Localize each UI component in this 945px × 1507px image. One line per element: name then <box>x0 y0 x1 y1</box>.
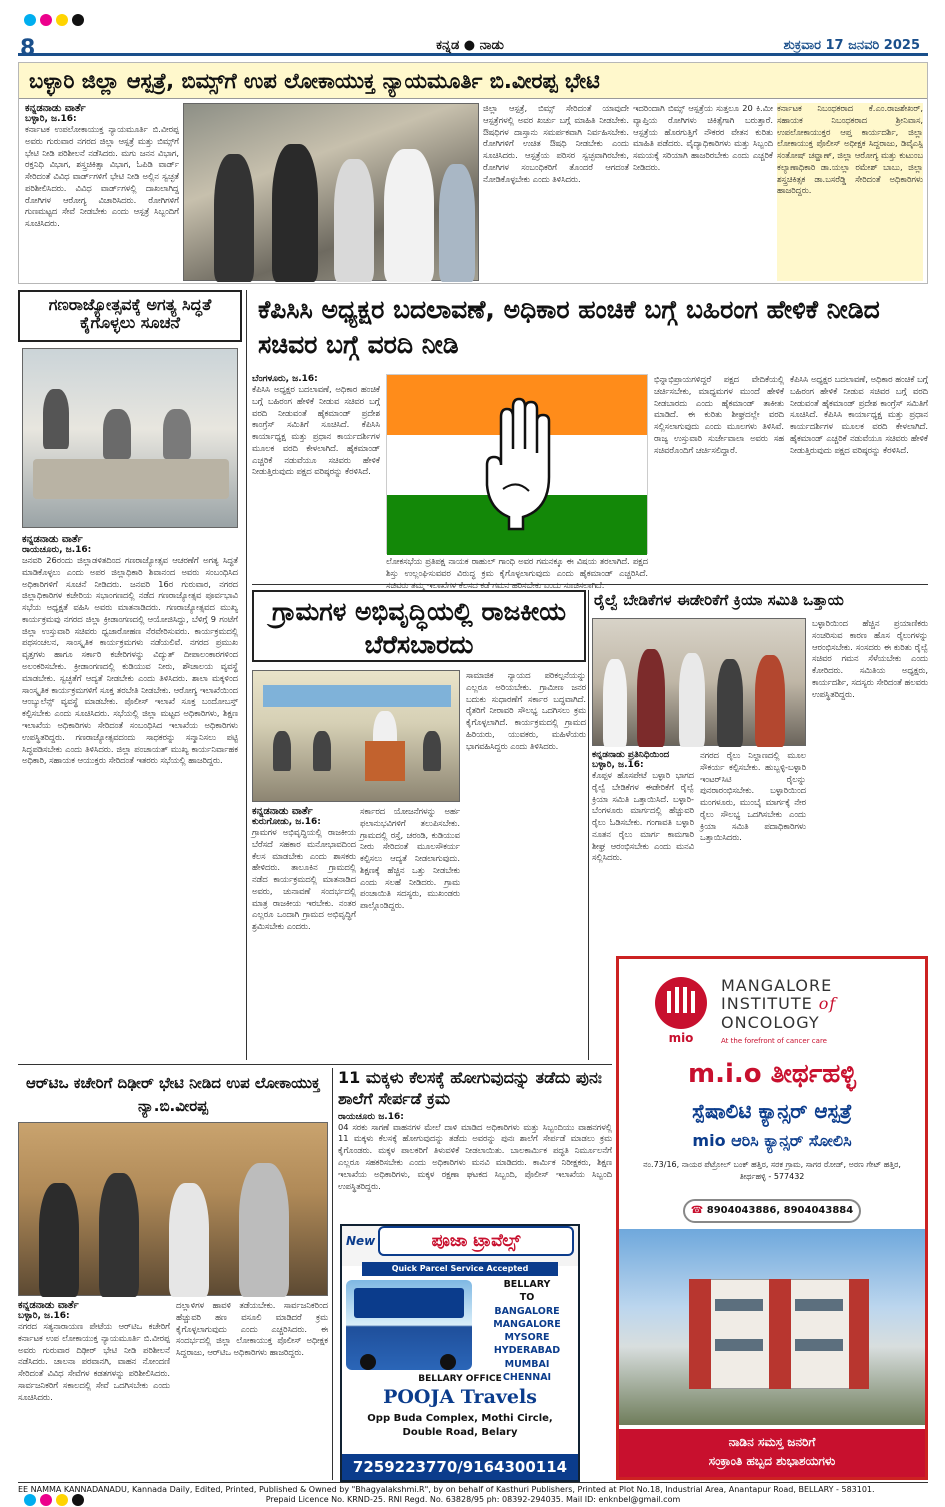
dateline: ರಾಯಚೂರು, ಜ.16: <box>22 545 92 555</box>
pooja-title-kn: ಪೂಜಾ ಟ್ರಾವೆಲ್ಸ್ <box>378 1226 574 1256</box>
story-kpcc <box>252 290 928 580</box>
headline-band <box>19 63 927 99</box>
route-list <box>476 1278 578 1384</box>
dateline: ಬಳ್ಳಾರಿ, ಜ.16: <box>592 760 644 770</box>
office-label: BELLARY OFFICE <box>418 1374 502 1384</box>
article-column <box>483 103 629 281</box>
mio-name-line: INSTITUTE <box>721 994 813 1014</box>
route-from: BELLARY <box>503 1279 551 1290</box>
dateline: ಬಳ್ಳಾರಿ, ಜ.16: <box>18 1311 70 1321</box>
story-village-development <box>252 590 586 1060</box>
story-railway-demands <box>592 590 928 952</box>
mio-greeting-line: ನಾಡಿನ ಸಮಸ್ತ ಜನರಿಗೆ <box>728 1435 816 1449</box>
headline-box <box>252 590 586 662</box>
rto-inspection-photo <box>18 1122 328 1296</box>
pooja-address: Opp Buda Complex, Mothi Circle, Double Road, Belary <box>367 1413 553 1438</box>
section-divider <box>18 1064 612 1065</box>
destination: MYSORE <box>504 1332 550 1344</box>
article-text: ಕರ್ನಾಟಕ ಉಪಲೋಕಾಯುಕ್ತ ನ್ಯಾಯಮೂರ್ತಿ ಬಿ.ವೀರಪ್ಪ ಅವರು ಗುರುವಾರ ನಗರದ ಜಿಲ್ಲಾ ಆಸ್ಪತ್ರೆ ಮತ್ತು ಬಿಮ್ಸ್‌ಗೆ ಭೇಟಿ ನೀಡಿ ಪರಿಶೀಲನೆ ನಡೆಸಿದರು. ಮಗು ಜನನ ವಿಭಾಗ, ರಕ್ತನಿಧಿ ವಿಭಾಗ, ಶಸ್ತ್ರಚಿಕಿತ್ಸಾ ವಿಭಾಗ, ಓಪಿಡಿ ವಾರ್ಡ್ ಸೇರಿದಂತೆ ವಿವಿಧ ವಾರ್ಡ್‌ಗಳಿಗೆ ಭೇಟಿ ನೀಡಿ ಅಲ್ಲಿನ ಸ್ವಚ್ಛತೆ ಪರಿಶೀಲಿಸಿದರು. ವಿವಿಧ ವಾರ್ಡ್‌ಗಳಲ್ಲಿ ದಾಖಲಾಗಿದ್ದ ರೋಗಿಗಳ ಆರೋಗ್ಯ ವಿಚಾರಿಸಿದರು. ರೋಗಿಗಳಿಗೆ ಗುಣಮಟ್ಟದ ಸೇವೆ ನೀಡಬೇಕು ಎಂದು ಆಸ್ಪತ್ರೆ ಸಿಬ್ಬಂದಿಗೆ ಸೂಚಿಸಿದರು. <box>25 124 179 229</box>
congress-flag-image <box>386 374 648 554</box>
article-text: ಜಿಲ್ಲಾ ಆಸ್ಪತ್ರೆ, ಬಿಮ್ಸ್ ಸೇರಿದಂತೆ ಯಾವುದೇ ಆಸ್ಪತ್ರೆಗಳಲ್ಲಿ ಅವರ ಖರ್ಚು ಬಗ್ಗೆ ಮಾಹಿತಿ ನೀಡಬೇಕು. ಔಷಧಿಗಳ ದಾಸ್ತಾನು ಸಮರ್ಪಕವಾಗಿ ನಿರ್ವಹಿಸಬೇಕು. ರೋಗಿಗಳಿಗೆ ಉಚಿತ ಔಷಧಿ ನೀಡಬೇಕು ಎಂದು ಸೂಚಿಸಿದರು. ಆಸ್ಪತ್ರೆಯ ಪರಿಸರ ಸ್ವಚ್ಛವಾಗಿರಬೇಕು, ರೋಗಿಗಳ ಸಂಬಂಧಿಕರಿಗೆ ತೊಂದರೆ ಆಗದಂತೆ ನೋಡಿಕೊಳ್ಳಬೇಕು ಎಂದು ತಿಳಿಸಿದರು. <box>483 103 629 184</box>
registration-mark-magenta <box>40 14 52 26</box>
article-text: ನಗರದ ರೈಲು ನಿಲ್ದಾಣದಲ್ಲಿ ಮೂಲ ಸೌಕರ್ಯ ಕಲ್ಪಿಸಬೇಕು. ಹುಬ್ಬಳ್ಳಿ-ಬಳ್ಳಾರಿ ಇಂಟರ್‌ಸಿಟಿ ರೈಲನ್ನು ಪುನರಾರಂಭಿಸಬೇಕು. ಬಳ್ಳಾರಿಯಿಂದ ಮಂಗಳೂರು, ಮುಂಬೈ ಮಾರ್ಗಕ್ಕೆ ನೇರ ರೈಲು ಸೌಲಭ್ಯ ಒದಗಿಸಬೇಕು ಎಂದು ಕ್ರಿಯಾ ಸಮಿತಿ ಪದಾಧಿಕಾರಿಗಳು ಒತ್ತಾಯಿಸಿದರು. <box>700 750 806 843</box>
mio-title: m.i.o ತೀರ್ಥಹಳ್ಳಿ <box>687 1059 857 1089</box>
hospital-building-photo <box>619 1229 925 1425</box>
meeting-photo <box>22 348 238 528</box>
article-column <box>777 103 923 281</box>
mio-phone-pill[interactable] <box>683 1199 861 1223</box>
ad-mangalore-institute-of-oncology[interactable] <box>616 956 928 1480</box>
article-text: ಕೊಪ್ಪಳ ಹೊಸಪೇಟೆ ಬಳ್ಳಾರಿ ಭಾಗದ ರೈಲ್ವೆ ಬೇಡಿಕೆಗಳ ಈಡೇರಿಕೆಗೆ ರೈಲ್ವೆ ಕ್ರಿಯಾ ಸಮಿತಿ ಒತ್ತಾಯಿಸಿದೆ. ಬಳ್ಳಾರಿ-ಬೆಂಗಳೂರು ಮಾರ್ಗದಲ್ಲಿ ಹೆಚ್ಚುವರಿ ರೈಲು ಓಡಿಸಬೇಕು. ಗಂಗಾವತಿ ಬಳ್ಳಾರಿ ನೂತನ ರೈಲು ಮಾರ್ಗ ಕಾಮಗಾರಿ ಶೀಘ್ರ ಆರಂಭಿಸಬೇಕು ಎಂದು ಮನವಿ ಸಲ್ಲಿಸಿದರು. <box>592 770 694 863</box>
headline: ಗಣರಾಜ್ಯೋತ್ಸವಕ್ಕೆ ಅಗತ್ಯ ಸಿದ್ಧತೆ ಕೈಗೊಳ್ಳಲು ಸೂಚನೆ <box>48 295 212 333</box>
article-text: ಸಾಮಾಜಿಕ ನ್ಯಾಯದ ಪರಿಕಲ್ಪನೆಯನ್ನು ಎಲ್ಲರೂ ಅರಿಯಬೇಕು. ಗ್ರಾಮೀಣ ಜನರ ಬದುಕು ಸುಧಾರಣೆಗೆ ಸರ್ಕಾರ ಬದ್ಧವಾಗಿದೆ. ರೈತರಿಗೆ ನೀರಾವರಿ ಸೌಲಭ್ಯ ಒದಗಿಸಲು ಕ್ರಮ ಕೈಗೊಳ್ಳಲಾಗಿದೆ. ಕಾರ್ಯಕ್ರಮದಲ್ಲಿ ಗ್ರಾಮದ ಹಿರಿಯರು, ಯುವಕರು, ಮಹಿಳೆಯರು ಭಾಗವಹಿಸಿದ್ದರು ಎಂದು ತಿಳಿಸಿದರು. <box>466 670 586 751</box>
article-column <box>466 670 586 1058</box>
mio-service: mio ಆರಿಸಿ ಕ್ಯಾನ್ಸರ್ ಸೋಲಿಸಿ <box>692 1131 852 1150</box>
imprint-footer <box>18 1482 928 1502</box>
mio-name-line: MANGALORE <box>721 976 833 995</box>
railway-committee-photo <box>592 618 806 746</box>
dateline: ಕುರುಗೋಡು, ಜ.16: <box>252 817 321 827</box>
headline: ರೈಲ್ವೆ ಬೇಡಿಕೆಗಳ ಈಡೇರಿಕೆಗೆ ಕ್ರಿಯಾ ಸಮಿತಿ ಒತ್ತಾಯ <box>594 591 844 609</box>
dateline: ಬೆಂಗಳೂರು, ಜ.16: <box>252 374 318 384</box>
story-rto-visit <box>18 1068 328 1480</box>
article-column <box>790 374 928 578</box>
article-text: ಜನವರಿ 26ರಂದು ಜಿಲ್ಲಾಡಳಿತದಿಂದ ಗಣರಾಜ್ಯೋತ್ಸವ ಆಚರಣೆಗೆ ಅಗತ್ಯ ಸಿದ್ಧತೆ ಮಾಡಿಕೊಳ್ಳಲು ಎಂದು ಅಪರ ಜಿಲ್ಲಾಧಿಕಾರಿ ಶಿವಾನಂದ ಅವರು ಸಂಬಂಧಿಸಿದ ಅಧಿಕಾರಿಗಳಿಗೆ ಸೂಚನೆ ನೀಡಿದರು. ಜನವರಿ 16ರ ಗುರುವಾರ, ನಗರದ ಜಿಲ್ಲಾಧಿಕಾರಿಗಳ ಕಚೇರಿಯ ಸಭಾಂಗಣದಲ್ಲಿ ನಡೆದ ಗಣರಾಜ್ಯೋತ್ಸವ ಪೂರ್ವಭಾವಿ ಸಭೆಯ ಅಧ್ಯಕ್ಷತೆ ವಹಿಸಿ ಅವರು ಮಾತನಾಡಿದರು. ಗಣರಾಜ್ಯೋತ್ಸವದ ಮುಖ್ಯ ಕಾರ್ಯಕ್ರಮವು ನಗರದ ಜಿಲ್ಲಾ ಕ್ರೀಡಾಂಗಣದಲ್ಲಿ ಆಯೋಜಿಸಿದ್ದು, ಬೆಳಿಗ್ಗೆ 9 ಗಂಟೆಗೆ ಜಿಲ್ಲಾ ಉಸ್ತುವಾರಿ ಸಚಿವರು ಧ್ವಜಾರೋಹಣ ನೆರವೇರಿಸುವರು. ಕಾರ್ಯಕ್ರಮದಲ್ಲಿ ಪಥಸಂಚಲನ, ಸಾಂಸ್ಕೃತಿಕ ಕಾರ್ಯಕ್ರಮಗಳು ನಡೆಯಲಿವೆ. ನಗರದ ಪ್ರಮುಖ ವೃತ್ತಗಳು ಹಾಗೂ ಸರ್ಕಾರಿ ಕಚೇರಿಗಳನ್ನು ವಿದ್ಯುತ್ ದೀಪಾಲಂಕಾರಗಳಿಂದ ಅಲಂಕರಿಸಬೇಕು. ಕ್ರೀಡಾಂಗಣದಲ್ಲಿ ಕುಡಿಯುವ ನೀರು, ಶೌಚಾಲಯ ವ್ಯವಸ್ಥೆ ಮಾಡಬೇಕು. ಸ್ವಚ್ಛತೆಗೆ ಆದ್ಯತೆ ನೀಡಬೇಕು ಎಂದು ತಿಳಿಸಿದರು. ಶಾಲಾ ಮಕ್ಕಳಿಂದ ಸಾಂಸ್ಕೃತಿಕ ಕಾರ್ಯಕ್ರಮಗಳಿಗೆ ಸೂಕ್ತ ತರಬೇತಿ ನೀಡಬೇಕು. ಆರೋಗ್ಯ ಇಲಾಖೆಯಿಂದ ಆಂಬ್ಯುಲೆನ್ಸ್ ವ್ಯವಸ್ಥೆ ಮಾಡಬೇಕು. ಪೊಲೀಸ್ ಇಲಾಖೆ ಸೂಕ್ತ ಬಂದೋಬಸ್ತ್ ಕಲ್ಪಿಸಬೇಕು ಎಂದು ಸೂಚಿಸಿದರು. ಸಭೆಯಲ್ಲಿ ಜಿಲ್ಲಾ ಮಟ್ಟದ ಅಧಿಕಾರಿಗಳು, ಶಿಕ್ಷಣ ಇಲಾಖೆಯ ಅಧಿಕಾರಿಗಳು ಸೇರಿದಂತೆ ಸಂಬಂಧಿಸಿದ ಇಲಾಖೆಯ ಅಧಿಕಾರಿಗಳು ಉಪಸ್ಥಿತರಿದ್ದರು. ಗಣರಾಜ್ಯೋತ್ಸವದಂದು ಸಾಧಕರನ್ನು ಸನ್ಮಾನಿಸಲು ಪಟ್ಟಿ ಸಿದ್ಧಪಡಿಸಬೇಕು ಎಂದು ತಿಳಿಸಿದರು. ಜಿಲ್ಲಾ ಪಂಚಾಯತ್ ಮುಖ್ಯ ಕಾರ್ಯನಿರ್ವಾಹಕ ಅಧಿಕಾರಿ, ಸಹಾಯಕ ಆಯುಕ್ತರು ಸೇರಿದಂತೆ ಇತರರು ಸಭೆಯಲ್ಲಿ ಹಾಜರಿದ್ದರು. <box>22 555 238 766</box>
headline-box <box>252 290 928 370</box>
destination: BANGALORE <box>494 1305 560 1317</box>
article-text: ಭಿನ್ನಾಭಿಪ್ರಾಯಗಳಿದ್ದರೆ ಪಕ್ಷದ ವೇದಿಕೆಯಲ್ಲಿ ಚರ್ಚಿಸಬೇಕು, ಮಾಧ್ಯಮಗಳ ಮುಂದೆ ಹೇಳಿಕೆ ನೀಡಬಾರದು ಎಂದು ಹೈಕಮಾಂಡ್ ತಾಕೀತು ಮಾಡಿದೆ. ಈ ಕುರಿತು ಶೀಘ್ರದಲ್ಲೇ ವರದಿ ಸಲ್ಲಿಸಲಾಗುವುದು ಎಂದು ಮೂಲಗಳು ತಿಳಿಸಿವೆ. ರಾಜ್ಯ ಉಸ್ತುವಾರಿ ಸುರ್ಜೇವಾಲಾ ಅವರು ಸಹ ಸಚಿವರೊಂದಿಗೆ ಚರ್ಚಿಸಲಿದ್ದಾರೆ. <box>654 374 784 455</box>
story-republic-day <box>18 290 242 1060</box>
registration-mark-cyan <box>24 14 36 26</box>
byline: ಕನ್ನಡನಾಡು ವಾರ್ತೆ <box>252 806 313 817</box>
imprint-line: Prepaid Licence No. KRND-25. RNI Regd. No. 63828/95 ph: 08392-294035. Mail ID: enknbel@gmail.com <box>265 1494 681 1504</box>
article-text: ಸರ್ಕಾರದ ಯೋಜನೆಗಳನ್ನು ಅರ್ಹ ಫಲಾನುಭವಿಗಳಿಗೆ ತಲುಪಿಸಬೇಕು. ಗ್ರಾಮದಲ್ಲಿ ರಸ್ತೆ, ಚರಂಡಿ, ಕುಡಿಯುವ ನೀರು ಸೇರಿದಂತೆ ಮೂಲಸೌಕರ್ಯ ಕಲ್ಪಿಸಲು ಆದ್ಯತೆ ನೀಡಲಾಗುವುದು. ಶಿಕ್ಷಣಕ್ಕೆ ಹೆಚ್ಚಿನ ಒತ್ತು ನೀಡಬೇಕು ಎಂದು ಸಲಹೆ ನೀಡಿದರು. ಗ್ರಾಮ ಪಂಚಾಯಿತಿ ಸದಸ್ಯರು, ಮುಖಂಡರು ಪಾಲ್ಗೊಂಡಿದ್ದರು. <box>360 806 460 911</box>
issue-date: ಶುಕ್ರವಾರ 17 ಜನವರಿ 2025 <box>783 38 920 53</box>
headline-box <box>592 590 928 616</box>
headline: 11 ಮಕ್ಕಳು ಕೆಲಸಕ್ಕೆ ಹೋಗುವುದನ್ನು ತಡೆದು ಪುನಃ ಶಾಲೆಗೆ ಸೇರ್ಪಡೆ ಕ್ರಮ <box>338 1068 602 1108</box>
article-column <box>633 103 773 281</box>
mio-name-line: ONCOLOGY <box>721 1012 820 1032</box>
phone-icon: ☎ <box>690 1205 704 1216</box>
bus-image <box>346 1280 472 1370</box>
pooja-phones[interactable]: 7259223770/9164300114 <box>342 1454 578 1480</box>
mio-logo-text: mio <box>668 1031 694 1045</box>
destination: HYDERABAD <box>493 1345 561 1357</box>
column-divider <box>588 590 589 1060</box>
article-text: ಕೆಪಿಸಿಸಿ ಅಧ್ಯಕ್ಷರ ಬದಲಾವಣೆ, ಅಧಿಕಾರ ಹಂಚಿಕೆ ಬಗ್ಗೆ ಬಹಿರಂಗ ಹೇಳಿಕೆ ನೀಡುವ ಸಚಿವರ ಬಗ್ಗೆ ವರದಿ ನೀಡುವಂತೆ ಹೈಕಮಾಂಡ್ ಪ್ರದೇಶ ಕಾಂಗ್ರೆಸ್ ಸಮಿತಿಗೆ ಸೂಚಿಸಿದೆ. ಕೆಪಿಸಿಸಿ ಕಾರ್ಯಾಧ್ಯಕ್ಷ ಮತ್ತು ಪ್ರಧಾನ ಕಾರ್ಯದರ್ಶಿಗಳ ಮೂಲಕ ವರದಿ ಕೇಳಲಾಗಿದೆ. ಹೈಕಮಾಂಡ್ ಎಚ್ಚರಿಕೆ ನಡುವೆಯೂ ಸಚಿವರು ಹೇಳಿಕೆ ನೀಡುತ್ತಿರುವುದು ಪಕ್ಷದ ವರಿಷ್ಠರನ್ನು ಕೆರಳಿಸಿದೆ. <box>790 374 928 455</box>
article-text: ಕೆಪಿಸಿಸಿ ಅಧ್ಯಕ್ಷರ ಬದಲಾವಣೆ, ಅಧಿಕಾರ ಹಂಚಿಕೆ ಬಗ್ಗೆ ಬಹಿರಂಗ ಹೇಳಿಕೆ ನೀಡುವ ಸಚಿವರ ಬಗ್ಗೆ ವರದಿ ನೀಡುವಂತೆ ಹೈಕಮಾಂಡ್ ಪ್ರದೇಶ ಕಾಂಗ್ರೆಸ್ ಸಮಿತಿಗೆ ಸೂಚಿಸಿದೆ. ಕೆಪಿಸಿಸಿ ಕಾರ್ಯಾಧ್ಯಕ್ಷ ಮತ್ತು ಪ್ರಧಾನ ಕಾರ್ಯದರ್ಶಿಗಳ ಮೂಲಕ ವರದಿ ಕೇಳಲಾಗಿದೆ. ಹೈಕಮಾಂಡ್ ಎಚ್ಚರಿಕೆ ನಡುವೆಯೂ ಸಚಿವರು ಹೇಳಿಕೆ ನೀಡುತ್ತಿರುವುದು ಪಕ್ಷದ ವರಿಷ್ಠರನ್ನು ಕೆರಳಿಸಿದೆ. <box>252 384 380 477</box>
article-column <box>700 750 806 950</box>
hand-symbol-icon <box>483 399 553 531</box>
pooja-name-en: POOJA Travels <box>383 1386 537 1408</box>
article-column <box>386 556 648 578</box>
article-text: ಕರ್ನಾಟಕ ನಿಬಂಧಕರಾದ ಕೆ.ಎಂ.ರಾಜಶೇಖರ್, ಸಹಾಯಕ ನಿಬಂಧಕರಾದ ಶ್ರೀನಿವಾಸ, ಉಪಲೋಕಾಯುಕ್ತರ ಆಪ್ತ ಕಾರ್ಯದರ್ಶಿ, ಜಿಲ್ಲಾ ಲೋಕಾಯುಕ್ತ ಪೊಲೀಸ್ ಅಧೀಕ್ಷಕ ಸಿದ್ದರಾಜು, ಡಿವೈಎಸ್ಪಿ ಸಂತೋಷ್ ಚವ್ಹಾಣ್, ಜಿಲ್ಲಾ ಆರೋಗ್ಯ ಮತ್ತು ಕುಟುಂಬ ಕಲ್ಯಾಣಾಧಿಕಾರಿ ಡಾ.ಯಲ್ಲಾ ರಮೇಶ್ ಬಾಬು, ಜಿಲ್ಲಾ ಶಸ್ತ್ರಚಿಕಿತ್ಸಕ ಡಾ.ಬಸರೆಡ್ಡಿ ಸೇರಿದಂತೆ ಅಧಿಕಾರಿಗಳು ಹಾಜರಿದ್ದರು. <box>777 103 923 196</box>
registration-mark-yellow <box>56 14 68 26</box>
headline-box <box>18 290 242 342</box>
mio-subtitle: ಸ್ಪೆಷಾಲಿಟಿ ಕ್ಯಾನ್ಸರ್ ಆಸ್ಪತ್ರೆ <box>692 1099 852 1123</box>
article-column <box>252 806 356 1058</box>
mio-greeting-line: ಸಂಕ್ರಾಂತಿ ಹಬ್ಬದ ಶುಭಾಶಯಗಳು <box>708 1453 836 1468</box>
paper-name: ಕನ್ನಡ ● ನಾಡು <box>436 38 504 53</box>
article-text: ಬಳ್ಳಾರಿಯಿಂದ ಹೆಚ್ಚಿನ ಪ್ರಯಾಣಿಕರು ಸಂಚರಿಸುವ ಕಾರಣ ಹೊಸ ರೈಲುಗಳನ್ನು ಆರಂಭಿಸಬೇಕು. ಸಂಸದರು ಈ ಕುರಿತು ರೈಲ್ವೆ ಸಚಿವರ ಗಮನ ಸೆಳೆಯಬೇಕು ಎಂದು ಕೋರಿದರು. ಸಮಿತಿಯ ಅಧ್ಯಕ್ಷರು, ಕಾರ್ಯದರ್ಶಿ, ಸದಸ್ಯರು ಸೇರಿದಂತೆ ಹಲವರು ಉಪಸ್ಥಿತರಿದ್ದರು. <box>812 618 928 699</box>
article-text: ದಲ್ಲಾಳಿಗಳ ಹಾವಳಿ ತಡೆಯಬೇಕು. ಸಾರ್ವಜನಿಕರಿಂದ ಹೆಚ್ಚುವರಿ ಹಣ ವಸೂಲಿ ಮಾಡಿದರೆ ಕ್ರಮ ಕೈಗೊಳ್ಳಲಾಗುವುದು ಎಂದು ಎಚ್ಚರಿಸಿದರು. ಈ ಸಂದರ್ಭದಲ್ಲಿ ಜಿಲ್ಲಾ ಲೋಕಾಯುಕ್ತ ಪೊಲೀಸ್ ಅಧೀಕ್ಷಕ ಸಿದ್ದರಾಜು, ಆರ್‌ಟಿಒ ಅಧಿಕಾರಿಗಳು ಹಾಜರಿದ್ದರು. <box>176 1300 328 1358</box>
byline: ಕನ್ನಡನಾಡು ವಾರ್ತೆ <box>18 1300 79 1311</box>
story-hospital-visit <box>18 62 928 284</box>
article-column <box>18 1300 170 1480</box>
headline: ಕೆಪಿಸಿಸಿ ಅಧ್ಯಕ್ಷರ ಬದಲಾವಣೆ, ಅಧಿಕಾರ ಹಂಚಿಕೆ ಬಗ್ಗೆ ಬಹಿರಂಗ ಹೇಳಿಕೆ ನೀಡಿದ ಸಚಿವರ ಬಗ್ಗೆ ವರದಿ ನೀಡಿ <box>258 295 880 359</box>
parcel-banner: Quick Parcel Service Accepted <box>362 1262 558 1276</box>
column-divider <box>332 1068 333 1480</box>
article-column <box>25 103 179 281</box>
article-text: ಗ್ರಾಮಗಳ ಅಭಿವೃದ್ಧಿಯಲ್ಲಿ ರಾಜಕೀಯ ಬೆರೆಸದೆ ಸಹಕಾರ ಮನೋಭಾವದಿಂದ ಕೆಲಸ ಮಾಡಬೇಕು ಎಂದು ಶಾಸಕರು ಹೇಳಿದರು. ತಾಲೂಕಿನ ಗ್ರಾಮದಲ್ಲಿ ನಡೆದ ಕಾರ್ಯಕ್ರಮದಲ್ಲಿ ಮಾತನಾಡಿದ ಅವರು, ಚುನಾವಣೆ ಸಂದರ್ಭದಲ್ಲಿ ಮಾತ್ರ ರಾಜಕೀಯ ಇರಬೇಕು. ನಂತರ ಎಲ್ಲರೂ ಒಂದಾಗಿ ಗ್ರಾಮದ ಅಭಿವೃದ್ಧಿಗೆ ಶ್ರಮಿಸಬೇಕು ಎಂದರು. <box>252 827 356 932</box>
mio-phones: 8904043886, 8904043884 <box>706 1205 854 1216</box>
destination: MANGALORE <box>493 1318 561 1330</box>
route-to: TO <box>519 1292 535 1304</box>
byline: ಕನ್ನಡನಾಡು ವಾರ್ತೆ <box>25 103 86 114</box>
destination: MUMBAI <box>504 1358 550 1370</box>
ad-pooja-travels[interactable] <box>340 1224 580 1482</box>
byline: ಕನ್ನಡನಾಡು ವಾರ್ತೆ <box>22 534 83 545</box>
story-child-labour <box>338 1068 612 1220</box>
headline: ಬಳ್ಳಾರಿ ಜಿಲ್ಲಾ ಆಸ್ಪತ್ರೆ, ಬಿಮ್ಸ್‌ಗೆ ಉಪ ಲೋಕಾಯುಕ್ತ ನ್ಯಾಯಮೂರ್ತಿ ಬಿ.ವೀರಪ್ಪ ಭೇಟಿ <box>29 69 600 93</box>
article-text: ನಗರದ ಸತ್ಯನಾರಾಯಣ ಪೇಟೆಯ ಆರ್‌ಟಿಒ ಕಚೇರಿಗೆ ಕರ್ನಾಟಕ ಉಪ ಲೋಕಾಯುಕ್ತ ನ್ಯಾಯಮೂರ್ತಿ ಬಿ.ವೀರಪ್ಪ ಅವರು ಗುರುವಾರ ದಿಢೀರ್ ಭೇಟಿ ನೀಡಿ ಪರಿಶೀಲನೆ ನಡೆಸಿದರು. ಚಾಲನಾ ಪರವಾನಗಿ, ವಾಹನ ನೋಂದಣಿ ಸೇರಿದಂತೆ ವಿವಿಧ ಸೇವೆಗಳ ಕಡತಗಳನ್ನು ಪರಿಶೀಲಿಸಿದರು. ಸಾರ್ವಜನಿಕರಿಗೆ ಸಕಾಲದಲ್ಲಿ ಸೇವೆ ಒದಗಿಸಬೇಕು ಎಂದು ಸೂಚಿಸಿದರು. <box>18 1321 170 1402</box>
village-event-photo <box>252 670 460 802</box>
article-text: ಲೋಕಸಭೆಯ ಪ್ರತಿಪಕ್ಷ ನಾಯಕ ರಾಹುಲ್ ಗಾಂಧಿ ಅವರ ಗಮನಕ್ಕೂ ಈ ವಿಷಯ ತರಲಾಗಿದೆ. ಪಕ್ಷದ ಶಿಸ್ತು ಉಲ್ಲಂಘಿಸುವವರ ವಿರುದ್ಧ ಕ್ರಮ ಕೈಗೊಳ್ಳಲಾಗುವುದು ಎಂದು ಹೈಕಮಾಂಡ್ ಎಚ್ಚರಿಸಿದೆ. <box>386 556 648 578</box>
page-number: 8 <box>20 36 36 61</box>
column-divider <box>246 290 247 1060</box>
new-badge: New <box>346 1234 376 1248</box>
byline: ಕನ್ನಡನಾಡು ಪ್ರತಿನಿಧಿಯಿಂದ <box>592 750 670 760</box>
headline: ಗ್ರಾಮಗಳ ಅಭಿವೃದ್ಧಿಯಲ್ಲಿ ರಾಜಕೀಯ ಬೆರೆಸಬಾರದು <box>272 597 566 659</box>
dateline: ರಾಯಚೂರು ಜ.16: <box>338 1111 404 1122</box>
mio-logo-icon <box>655 977 707 1029</box>
mio-name <box>721 977 921 1032</box>
section-divider <box>252 584 928 585</box>
article-column <box>176 1300 328 1480</box>
registration-mark-black <box>72 14 84 26</box>
headline: ಆರ್‌ಟಿಒ ಕಚೇರಿಗೆ ದಿಢೀರ್ ಭೇಟಿ ನೀಡಿದ ಉಪ ಲೋಕಾಯುಕ್ತ ನ್ಯಾ.ಬಿ.ವೀರಪ್ಪ <box>25 1074 321 1115</box>
article-text: 04 ಸರಕು ಸಾಗಣೆ ವಾಹನಗಳ ಮೇಲೆ ದಾಳಿ ಮಾಡಿದ ಅಧಿಕಾರಿಗಳು ಮತ್ತು ಸಿಬ್ಬಂದಿಯು ವಾಹನಗಳಲ್ಲಿ 11 ಮಕ್ಕಳು ಕೆಲಸಕ್ಕೆ ಹೋಗುವುದನ್ನು ತಡೆದು ಅವರನ್ನು ಪುನಃ ಶಾಲೆಗೆ ಸೇರ್ಪಡೆ ಮಾಡಲು ಕ್ರಮ ಕೈಗೊಂಡರು. ಮಕ್ಕಳ ಪಾಲಕರಿಗೆ ತಿಳುವಳಿಕೆ ನೀಡಲಾಯಿತು. ಬಾಲಕಾರ್ಮಿಕ ಪದ್ಧತಿ ನಿರ್ಮೂಲನೆಗೆ ಎಲ್ಲರೂ ಸಹಕರಿಸಬೇಕು ಎಂದು ಅಧಿಕಾರಿಗಳು ಮನವಿ ಮಾಡಿದರು. ಕಾರ್ಮಿಕ ನಿರೀಕ್ಷಕರು, ಶಿಕ್ಷಣ ಇಲಾಖೆಯ ಅಧಿಕಾರಿಗಳು, ಮಕ್ಕಳ ರಕ್ಷಣಾ ಘಟಕದ ಸಿಬ್ಬಂದಿ, ಪೊಲೀಸ್ ಇಲಾಖೆಯ ಸಿಬ್ಬಂದಿ ಉಪಸ್ಥಿತರಿದ್ದರು. <box>338 1121 612 1191</box>
article-column <box>360 806 460 1058</box>
mio-greeting <box>619 1429 925 1477</box>
hospital-inspection-photo <box>183 103 479 281</box>
headline-box <box>18 1068 328 1118</box>
destination: CHENNAI <box>502 1372 552 1384</box>
article-column <box>812 618 928 950</box>
mio-address: ನಂ.73/16, ನಾಯರ ಪೆಟ್ರೋಲ್ ಬಂಕ್ ಹತ್ತಿರ, ಸರಕ ಗ್ರಾಮ, ಸಾಗರ ರೋಡ್, ಅರಣ ಗೇಟ್ ಹತ್ತಿರ, ತೀರ್ಥಹಳ್ಳಿ - 577432 <box>643 1160 901 1181</box>
article-text: ಇದರಿಂದಾಗಿ ಬಿಮ್ಸ್ ಆಸ್ಪತ್ರೆಯ ಸುತ್ತಲೂ 20 ಕಿ.ಮೀ ವ್ಯಾಪ್ತಿಯ ರೋಗಿಗಳು ಚಿಕಿತ್ಸೆಗಾಗಿ ಬರುತ್ತಾರೆ. ಆಸ್ಪತ್ರೆಯ ಹೊರಗುತ್ತಿಗೆ ನೌಕರರ ವೇತನ ಕುರಿತು ಮಾಹಿತಿ ಪಡೆದರು. ವೈದ್ಯಾಧಿಕಾರಿಗಳು ಮತ್ತು ಸಿಬ್ಬಂದಿ ಸಮಯಕ್ಕೆ ಸರಿಯಾಗಿ ಹಾಜರಿರಬೇಕು ಎಂದು ಎಚ್ಚರಿಕೆ ನೀಡಿದರು. <box>633 103 773 172</box>
mio-tagline: At the forefront of cancer care <box>721 1037 827 1045</box>
article-column <box>252 374 380 578</box>
article-column <box>22 534 238 1058</box>
imprint-line: EE NAMMA KANNADANADU, Kannada Daily, Edited, Printed, Published & Owned by "Bhagyalakshmi.R", by on behalf of Kasthuri Publishers, Printed at Plot No.18, Industrial Area, Anantapur Road, BELLARY - 583101. <box>18 1485 875 1494</box>
article-column <box>654 374 784 578</box>
dateline: ಬಳ್ಳಾರಿ, ಜ.16: <box>25 114 77 124</box>
mio-name-of: of <box>818 994 837 1014</box>
article-column <box>592 750 694 950</box>
